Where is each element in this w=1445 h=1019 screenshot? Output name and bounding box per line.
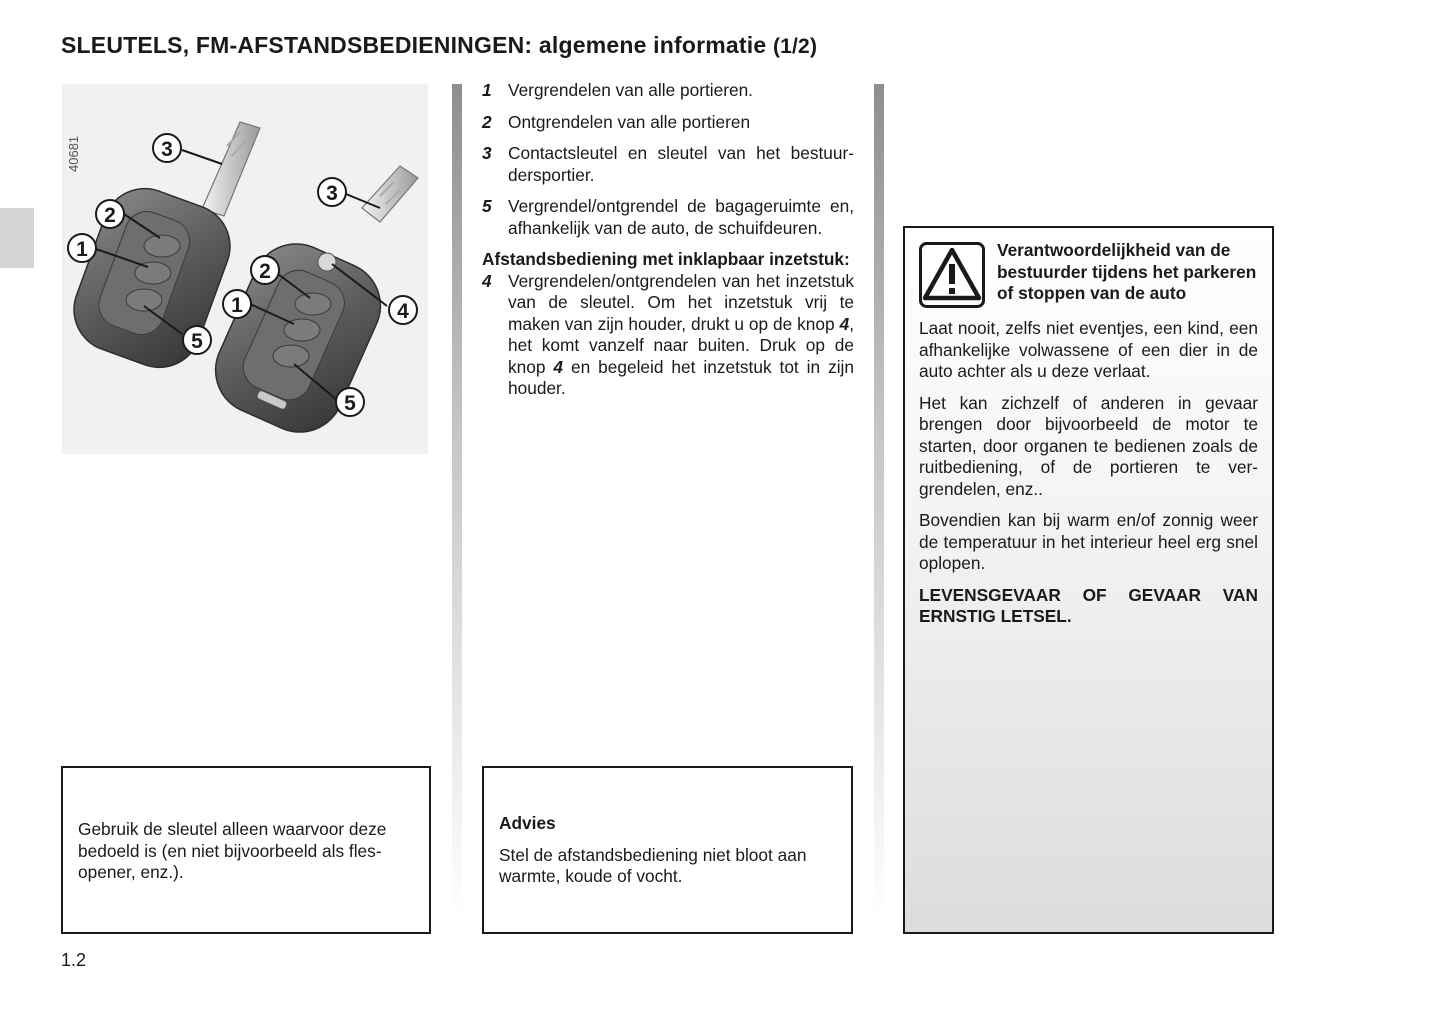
- title-main: SLEUTELS, FM-AFSTANDSBEDIENINGEN: algemene informatie: [61, 32, 767, 58]
- column-divider-left: [452, 84, 462, 920]
- callout-3a: 3: [161, 138, 173, 161]
- item-text: Contactsleutel en sleutel van het bestuurdersportier.: [508, 143, 854, 185]
- warning-title: Verantwoordelijkheid van de bestuurder tijdens het parkeren of stoppen van de auto: [997, 240, 1257, 303]
- legend-list: [482, 80, 854, 410]
- warning-paragraph-2: Het kan zichzelf of anderen in gevaar brengen door bijvoorbeeld de motor te starten, door organen te bedienen zoals de ruitbediening, of de portieren te vergrendelen, enz..: [919, 392, 1258, 499]
- folding-key-heading: Afstandsbediening met inklapbaar inzetstuk:: [482, 249, 850, 269]
- warning-box: [903, 226, 1274, 934]
- title-part: (1/2): [772, 35, 818, 58]
- folding-text-b: , het komt vanzelf naar buiten. Druk op de knop: [508, 313, 854, 377]
- item-number: 2: [482, 111, 492, 132]
- list-item: [482, 271, 854, 400]
- folding-text-a: Vergrendelen/ontgrendelen van het inzetstuk van de sleutel. Om het inzetstuk vrij te maken van zijn houder, drukt u op de knop: [508, 270, 854, 334]
- folding-text-c: en begeleid het inzetstuk tot in zijn houder.: [508, 356, 854, 398]
- item-number: 4: [482, 270, 492, 291]
- warning-paragraph-1: Laat nooit, zelfs niet eventjes, een kind, een afhankelijke volwassene of een dier in de auto achter als u deze verlaat.: [919, 318, 1258, 381]
- folding-key-b: 4: [553, 356, 564, 377]
- warning-paragraph-3: Bovendien kan bij warm en/of zonnig weer de temperatuur in het interieur heel erg snel oplopen.: [919, 510, 1258, 573]
- callout-1a: 1: [76, 238, 88, 261]
- warning-triangle-icon: [919, 242, 985, 308]
- usage-note-text: Gebruik de sleutel alleen waarvoor deze bedoeld is (en niet bijvoorbeeld als flesopener, enz.).: [78, 819, 387, 882]
- item-text: [508, 271, 854, 400]
- advice-box: [482, 766, 853, 934]
- page-number: 1.2: [61, 950, 87, 970]
- chapter-tab: [0, 208, 34, 268]
- warning-alert: LEVENSGEVAAR OF GEVAAR VAN ERNSTIG LETSEL.: [919, 584, 1258, 626]
- callout-5a: 5: [191, 330, 203, 353]
- list-item: [482, 196, 854, 239]
- folding-key-a: 4: [839, 313, 850, 334]
- usage-note-box: [61, 766, 431, 934]
- item-text: Vergrendel/ontgrendel de bagageruimte en, afhankelijk van de auto, de schuifdeuren.: [508, 196, 854, 238]
- item-number: 5: [482, 196, 492, 216]
- item-text: Ontgrendelen van alle portieren: [508, 111, 751, 132]
- keys-drawing: [62, 84, 428, 454]
- item-text: Vergrendelen van alle portieren.: [508, 80, 753, 100]
- callout-1b: 1: [231, 294, 243, 317]
- list-item: [482, 143, 854, 186]
- callout-5b: 5: [344, 392, 356, 415]
- item-number: 1: [482, 80, 492, 100]
- advice-heading: Advies: [499, 813, 556, 833]
- warning-header: [919, 240, 1258, 308]
- advice-text: Stel de afstandsbediening niet bloot aan warmte, koude of vocht.: [499, 844, 807, 886]
- callout-4: 4: [397, 300, 409, 323]
- column-divider-right: [874, 84, 884, 920]
- list-item: [482, 80, 854, 102]
- page-title: [61, 32, 817, 59]
- callout-2b: 2: [259, 260, 271, 283]
- list-item: [482, 112, 854, 134]
- item-number: 3: [482, 143, 492, 163]
- callout-3b: 3: [326, 182, 338, 205]
- callout-2a: 2: [104, 204, 116, 227]
- key-illustration: [62, 84, 428, 454]
- figure-ref: 40681: [66, 135, 81, 172]
